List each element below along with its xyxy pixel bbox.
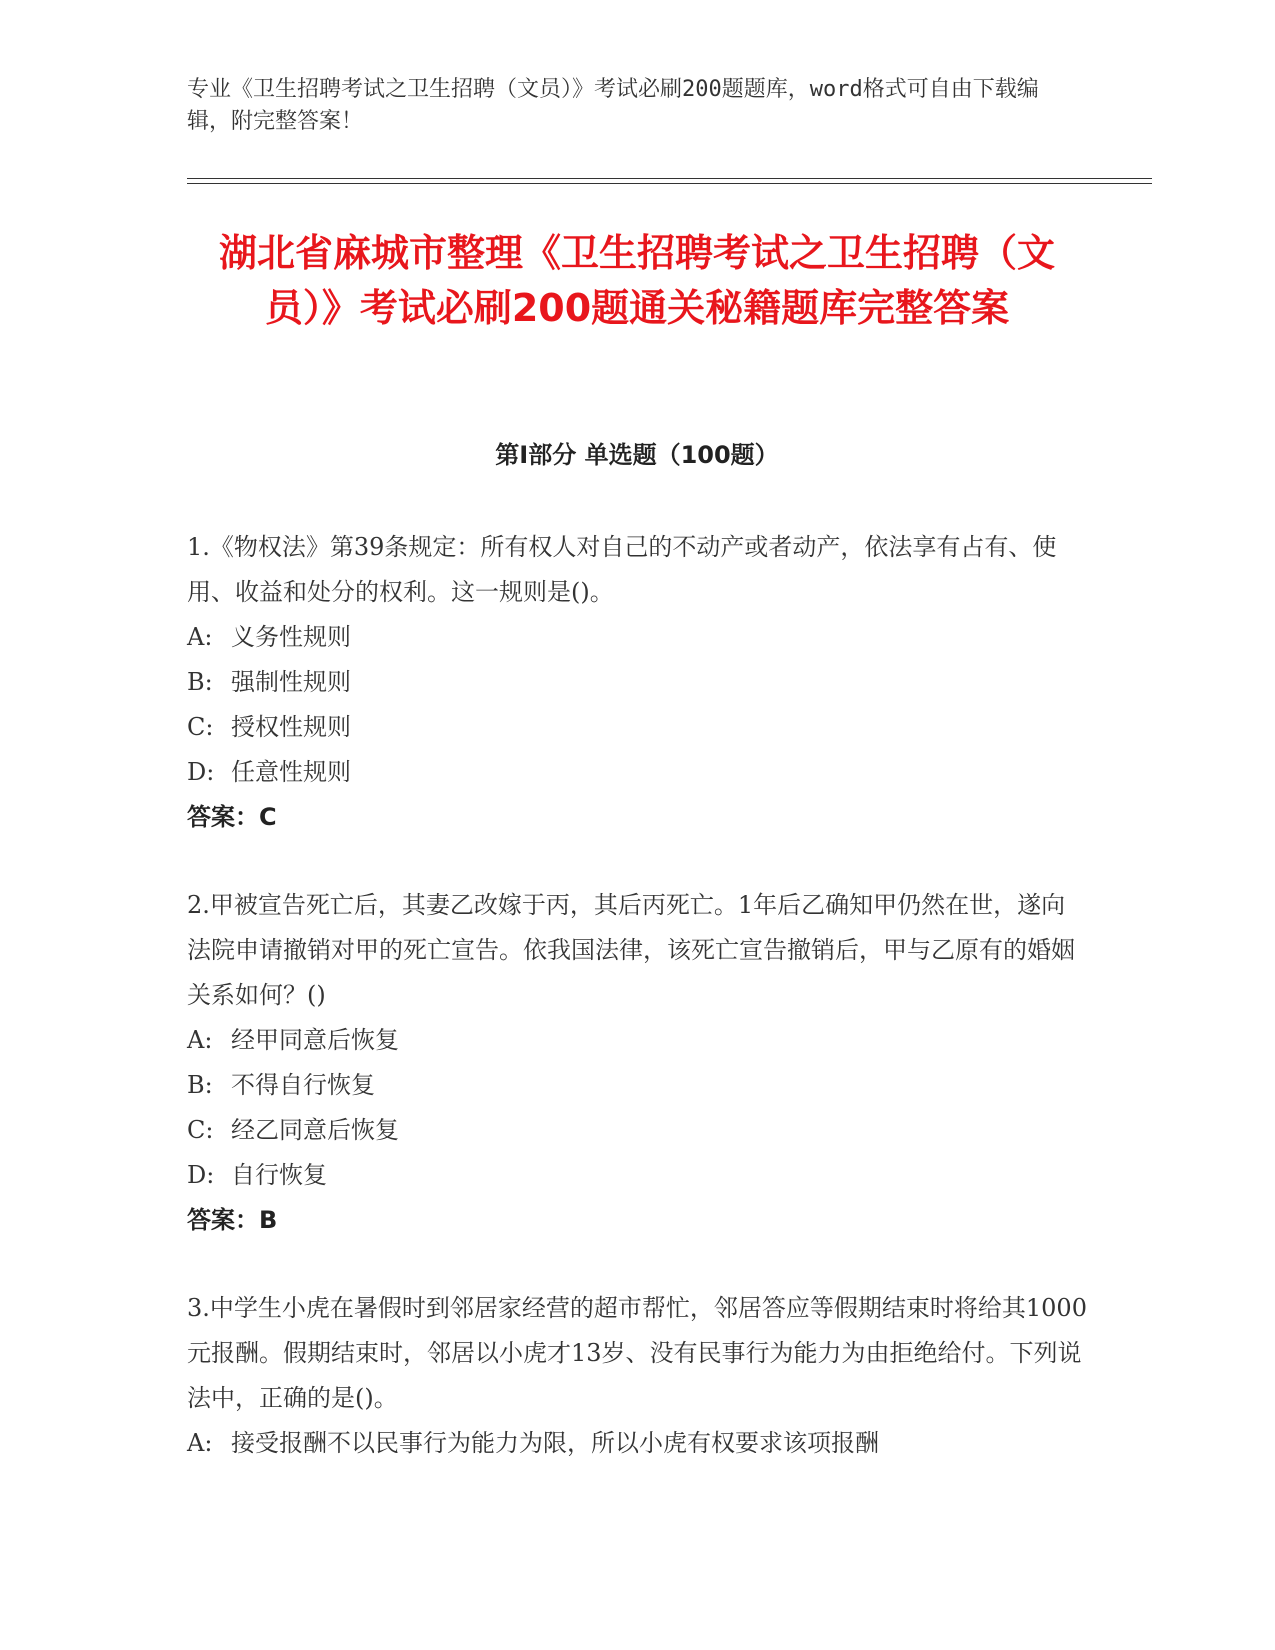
option-text: 不得自行恢复 <box>231 1071 375 1099</box>
option-d <box>187 1153 1087 1198</box>
document-title: 湖北省麻城市整理《卫生招聘考试之卫生招聘（文员）》考试必刷200题通关秘籍题库完整答案 <box>218 231 1055 330</box>
question-text: 1.《物权法》第39条规定：所有权人对自己的不动产或者动产，依法享有占有、使用、收益和处分的权利。这一规则是()。 <box>187 533 1057 606</box>
option-text: 强制性规则 <box>231 668 351 696</box>
option-text: 授权性规则 <box>231 713 351 741</box>
option-text: 任意性规则 <box>231 758 351 786</box>
option-key: D: <box>187 758 215 786</box>
option-b <box>187 660 1087 705</box>
option-key: C: <box>187 713 214 741</box>
option-key: A: <box>187 1026 213 1054</box>
question-item <box>187 883 1087 1243</box>
header-note: 专业《卫生招聘考试之卫生招聘（文员）》考试必刷200题题库，word格式可自由下载编辑，附完整答案！ <box>187 77 1039 134</box>
option-key: A: <box>187 1429 213 1457</box>
option-a <box>187 615 1087 660</box>
answer-text: 答案：B <box>187 1206 278 1234</box>
option-b <box>187 1063 1087 1108</box>
option-a <box>187 1018 1087 1063</box>
option-key: C: <box>187 1116 214 1144</box>
option-text: 义务性规则 <box>231 623 351 651</box>
question-list <box>187 525 1087 1509</box>
option-text: 接受报酬不以民事行为能力为限，所以小虎有权要求该项报酬 <box>231 1429 879 1457</box>
question-text: 2.甲被宣告死亡后，其妻乙改嫁于丙，其后丙死亡。1年后乙确知甲仍然在世，遂向法院申请撤销对甲的死亡宣告。依我国法律，该死亡宣告撤销后，甲与乙原有的婚姻关系如何？() <box>187 891 1075 1009</box>
option-a <box>187 1421 1087 1466</box>
header-divider-top <box>187 178 1152 179</box>
answer-text: 答案：C <box>187 803 277 831</box>
question-item <box>187 525 1087 840</box>
option-c <box>187 1108 1087 1153</box>
option-d <box>187 750 1087 795</box>
option-text: 经甲同意后恢复 <box>231 1026 399 1054</box>
question-text: 3.中学生小虎在暑假时到邻居家经营的超市帮忙，邻居答应等假期结束时将给其1000元报酬。假期结束时，邻居以小虎才13岁、没有民事行为能力为由拒绝给付。下列说法中，正确的是()。 <box>187 1294 1087 1412</box>
option-key: B: <box>187 668 213 696</box>
option-key: B: <box>187 1071 213 1099</box>
option-key: D: <box>187 1161 215 1189</box>
option-c <box>187 705 1087 750</box>
option-text: 自行恢复 <box>231 1161 327 1189</box>
option-text: 经乙同意后恢复 <box>231 1116 399 1144</box>
section-heading: 第Ⅰ部分 单选题（100题） <box>495 441 779 469</box>
option-key: A: <box>187 623 213 651</box>
question-item <box>187 1286 1087 1466</box>
header-divider-bottom <box>187 183 1152 184</box>
